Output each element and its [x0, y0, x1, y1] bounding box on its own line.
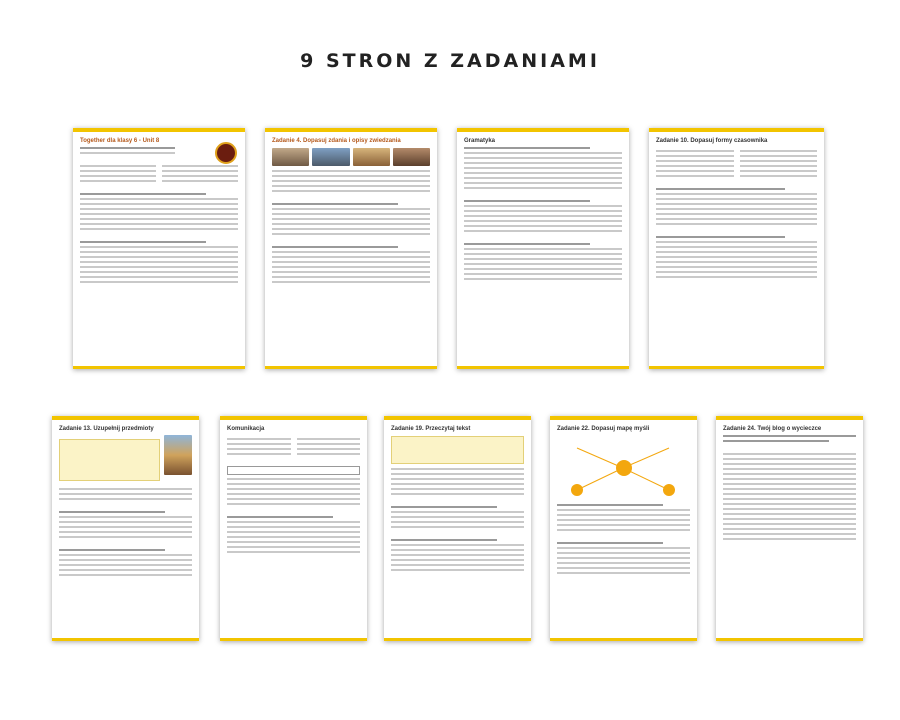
worksheet-page-9 — [716, 416, 863, 641]
worksheet-heading: Zadanie 22. Dopasuj mapę myśli — [557, 426, 650, 432]
worksheet-heading: Zadanie 10. Dopasuj formy czasownika — [656, 138, 768, 144]
worksheet-heading: Zadanie 4. Dopasuj zdania i opisy zwiedzania — [272, 138, 401, 144]
emblem-icon — [215, 142, 237, 164]
worksheet-heading: Zadanie 13. Uzupełnij przedmioty — [59, 426, 154, 432]
mind-map — [557, 438, 690, 498]
worksheet-page-6 — [220, 416, 367, 641]
worksheet-heading: Together dla klasy 6 - Unit 8 — [80, 138, 160, 144]
worksheet-page-5 — [52, 416, 199, 641]
worksheet-page-4 — [649, 128, 824, 369]
worksheet-page-8 — [550, 416, 697, 641]
worksheet-page-1 — [73, 128, 245, 369]
worksheet-heading: Zadanie 24. Twój blog o wycieczce — [723, 426, 822, 432]
worksheet-heading: Gramatyka — [464, 138, 496, 144]
worksheet-page-7 — [384, 416, 531, 641]
worksheet-heading: Zadanie 19. Przeczytaj tekst — [391, 426, 471, 432]
worksheet-heading: Komunikacja — [227, 426, 265, 432]
worksheet-page-2 — [265, 128, 437, 369]
page-title: 9 STRON Z ZADANIAMI — [300, 50, 600, 72]
worksheet-page-3 — [457, 128, 629, 369]
